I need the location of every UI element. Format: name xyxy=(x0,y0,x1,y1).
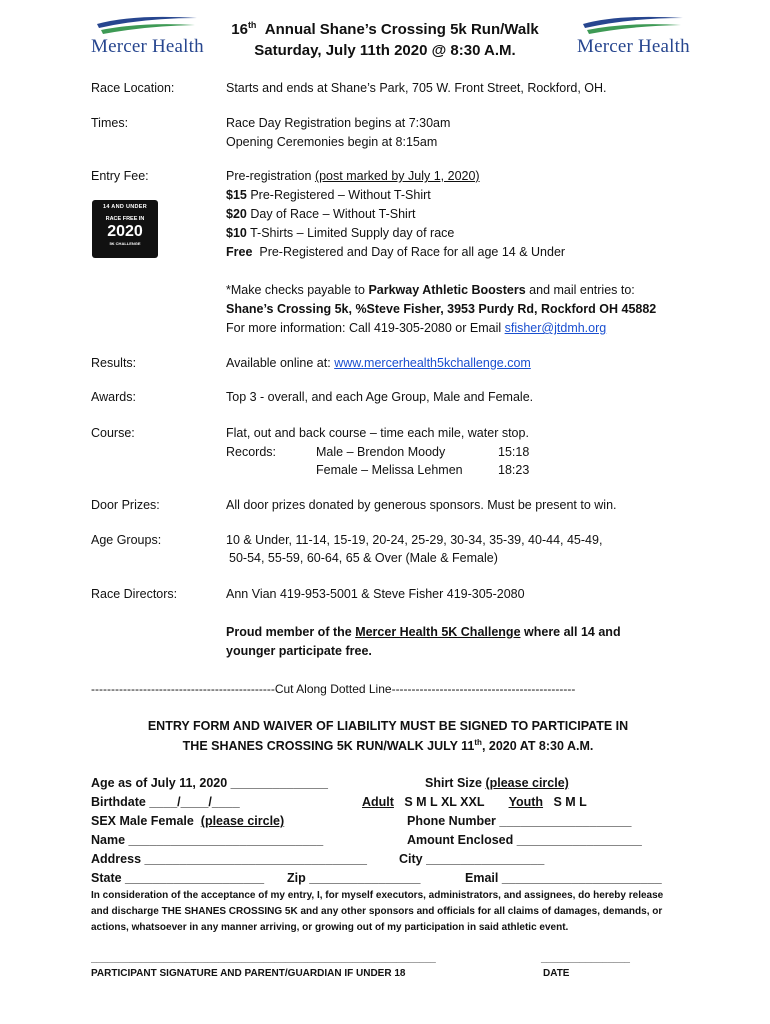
mail-address: Shane’s Crossing 5k, %Steve Fisher, 3953 Purdy Rd, Rockford OH 45882 xyxy=(226,302,657,316)
records-label: Records: xyxy=(226,445,277,459)
race-directors-label: Race Directors: xyxy=(91,587,178,601)
page-title: 16th Annual Shane’s Crossing 5k Run/Walk xyxy=(231,20,539,38)
fee-row: $20 Day of Race – Without T-Shirt xyxy=(226,207,416,221)
results-value: Available online at: www.mercerhealth5kchallenge.com xyxy=(226,356,531,370)
fee-row: Free Pre-Registered and Day of Race for all age 14 & Under xyxy=(226,245,566,259)
checks-line: *Make checks payable to Parkway Athletic Boosters and mail entries to: xyxy=(226,283,635,297)
race-free-badge: 14 AND UNDER RACE FREE IN 2020 5K CHALLENGE xyxy=(92,200,158,258)
times-label: Times: xyxy=(91,116,129,130)
email-field[interactable]: Email _______________________ xyxy=(465,871,662,885)
times-line-2: Opening Ceremonies begin at 8:15am xyxy=(226,135,438,149)
race-location-value: Starts and ends at Shane’s Park, 705 W. Front Street, Rockford, OH. xyxy=(226,81,607,95)
record-time: 15:18 xyxy=(498,445,530,459)
race-location-label: Race Location: xyxy=(91,81,175,95)
fee-row: $15 Pre-Registered – Without T-Shirt xyxy=(226,188,431,202)
form-heading-1: ENTRY FORM AND WAIVER OF LIABILITY MUST BE SIGNED TO PARTICIPATE IN xyxy=(147,719,629,733)
phone-field[interactable]: Phone Number ___________________ xyxy=(407,814,632,828)
fee-row: $10 T-Shirts – Limited Supply day of race xyxy=(226,226,455,240)
date-label: DATE xyxy=(543,968,570,979)
times-line-1: Race Day Registration begins at 7:30am xyxy=(226,116,451,130)
shirt-size-options[interactable]: Adult S M L XL XXL Youth S M L xyxy=(362,795,587,809)
entry-fee-label: Entry Fee: xyxy=(91,169,149,183)
proud-member-line: Proud member of the Mercer Health 5K Challenge where all 14 and xyxy=(226,625,621,639)
course-value: Flat, out and back course – time each mile, water stop. xyxy=(226,426,529,440)
record-time: 18:23 xyxy=(498,463,530,477)
race-directors-value: Ann Vian 419-953-5001 & Steve Fisher 419-305-2080 xyxy=(226,587,525,601)
logo-name: Mercer Health xyxy=(577,36,690,57)
prereg-note: (post marked by July 1, 2020) xyxy=(314,169,480,183)
info-line: For more information: Call 419-305-2080 or Email sfisher@jtdmh.org xyxy=(226,321,607,335)
birthdate-field[interactable]: Birthdate ____/____/____ xyxy=(91,795,240,809)
record-name: Female – Melissa Lehmen xyxy=(316,463,463,477)
name-field[interactable]: Name ____________________________ xyxy=(91,833,324,847)
door-prizes-value: All door prizes donated by generous sponsors. Must be present to win. xyxy=(226,498,617,512)
zip-field[interactable]: Zip ________________ xyxy=(287,871,421,885)
date-line[interactable]: ________________ xyxy=(541,953,630,964)
state-field[interactable]: State ____________________ xyxy=(91,871,265,885)
age-field[interactable]: Age as of July 11, 2020 ______________ xyxy=(91,776,328,790)
waiver-text: In consideration of the acceptance of my entry, I, for myself executors, administrators, and assignees, do hereby release and discharge THE SHANES CROSSING 5K and any other sponsors and officials for all claims of damages, demands, or actions, whatsoever in any manner arriving, or growing out of my participation in said athletic event. xyxy=(91,890,664,933)
page-subtitle: Saturday, July 11th 2020 @ 8:30 A.M. xyxy=(254,42,516,59)
swoosh-icon xyxy=(579,14,687,36)
age-groups-line-1: 10 & Under, 11-14, 15-19, 20-24, 25-29, 30-34, 35-39, 40-44, 45-49, xyxy=(226,533,603,547)
mercer-health-logo-right xyxy=(577,14,689,64)
email-link[interactable]: sfisher@jtdmh.org xyxy=(504,321,607,335)
sex-field[interactable]: SEX Male Female (please circle) xyxy=(91,814,285,828)
record-name: Male – Brendon Moody xyxy=(316,445,446,459)
age-groups-line-2: 50-54, 55-59, 60-64, 65 & Over (Male & Female) xyxy=(229,551,498,565)
amount-field[interactable]: Amount Enclosed __________________ xyxy=(407,833,642,847)
awards-label: Awards: xyxy=(91,390,136,404)
address-field[interactable]: Address ________________________________ xyxy=(91,852,367,866)
shirt-size-label: Shirt Size (please circle) xyxy=(425,776,569,790)
results-label: Results: xyxy=(91,356,137,370)
results-link[interactable]: www.mercerhealth5kchallenge.com xyxy=(334,356,531,370)
form-heading-2: THE SHANES CROSSING 5K RUN/WALK JULY 11th, 2020 AT 8:30 A.M. xyxy=(182,738,594,754)
signature-line[interactable]: ______________________________________________________________ xyxy=(91,953,436,964)
signature-label: PARTICIPANT SIGNATURE AND PARENT/GUARDIAN IF UNDER 18 xyxy=(91,968,406,979)
course-label: Course: xyxy=(91,426,135,440)
prereg-line: Pre-registration (post marked by July 1, 2020) xyxy=(226,169,480,183)
door-prizes-label: Door Prizes: xyxy=(91,498,160,512)
cut-line: ----------------------------------------------Cut Along Dotted Line---------------------------------------------- xyxy=(91,682,576,696)
awards-value: Top 3 - overall, and each Age Group, Male and Female. xyxy=(226,390,534,404)
logo-name: Mercer Health xyxy=(91,36,204,57)
challenge-link[interactable]: Mercer Health 5K Challenge xyxy=(355,625,521,639)
proud-member-line-2: younger participate free. xyxy=(226,644,372,658)
age-groups-label: Age Groups: xyxy=(91,533,162,547)
city-field[interactable]: City _________________ xyxy=(399,852,545,866)
